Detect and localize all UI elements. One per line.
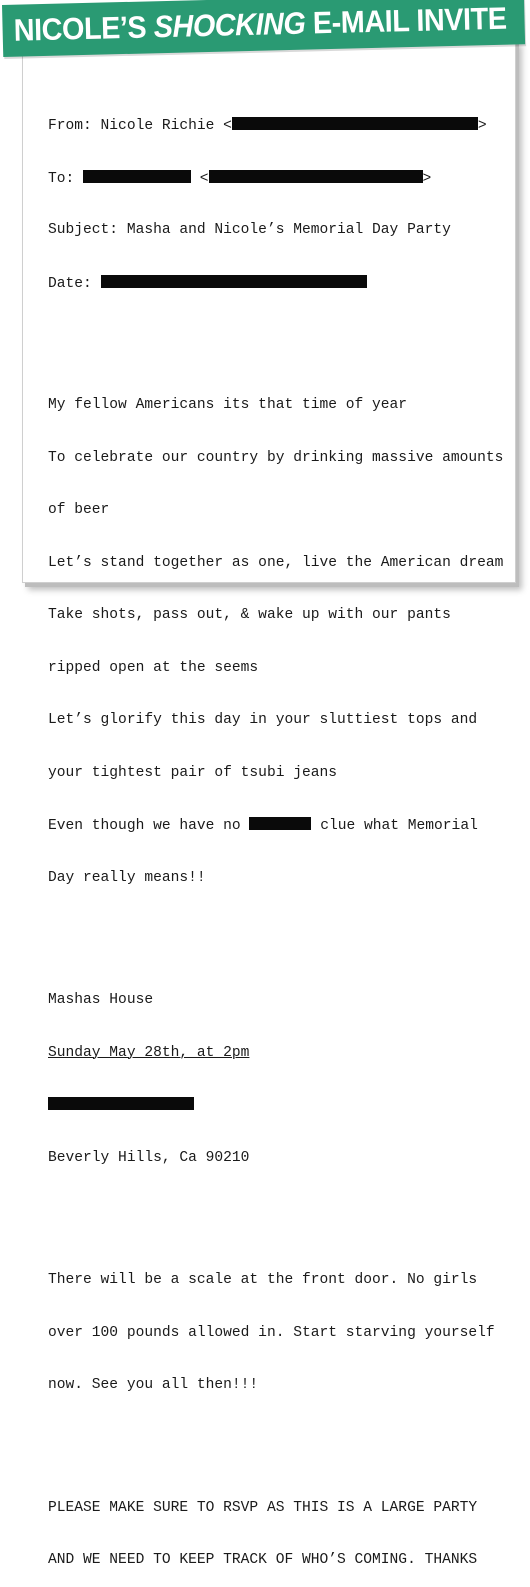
redacted-word [249,817,311,830]
body-text: Even though we have no [48,818,250,834]
headline-emphasis: SHOCKING [153,5,306,45]
date-line [48,275,503,293]
redacted-to-address [209,170,423,183]
headline-part-3: E-MAIL INVITE [304,0,507,41]
body-text: clue what Memorial [311,818,478,834]
from-label: From: Nicole Richie < [48,118,232,134]
body-line: Let’s glorify this day in your sluttiest tops and [48,712,478,728]
to-label: To: [48,170,84,187]
body-line: To celebrate our country by drinking massive amounts [48,449,504,466]
body-line: now. See you all then!!! [48,1377,259,1393]
address-street [48,1097,503,1115]
address-when [48,1045,503,1063]
from-line [48,117,503,135]
address-city: Beverly Hills, Ca 90210 [48,1149,250,1166]
body-line: There will be a scale at the front door. No girls [48,1272,478,1288]
address-name: Mashas House [48,992,154,1008]
body-line: your tightest pair of tsubi jeans [48,764,338,781]
body-line: over 100 pounds allowed in. Start starving yourself [48,1324,495,1341]
body-line: AND WE NEED TO KEEP TRACK OF WHO’S COMING. THANKS [48,1552,478,1568]
from-end: > [477,118,487,134]
body-line: ripped open at the seems [48,659,259,676]
subject-line: Subject: Masha and Nicole’s Memorial Day Party [48,222,451,238]
headline-text [2,1,507,49]
redacted-from-address [232,117,478,130]
email-body [48,82,503,1587]
to-mid: < [191,170,209,187]
to-end: > [422,170,432,187]
body-line-redacted [48,817,503,835]
body-line: PLEASE MAKE SURE TO RSVP AS THIS IS A LARGE PARTY [48,1499,478,1516]
redacted-to-name [83,170,191,183]
to-line [48,170,503,188]
body-line: Let’s stand together as one, live the American dream [48,554,504,571]
body-line: My fellow Americans its that time of year [48,397,408,413]
body-line: of beer [48,502,110,518]
headline-part-1: NICOLE’S [13,9,155,48]
body-line: Take shots, pass out, & wake up with our pants [48,607,451,623]
body-line: Day really means!! [48,869,206,886]
date-label: Date: [48,275,101,292]
redacted-street [48,1097,194,1110]
address-when-text: Sunday May 28th, at 2pm [48,1044,250,1061]
redacted-date [101,275,367,288]
